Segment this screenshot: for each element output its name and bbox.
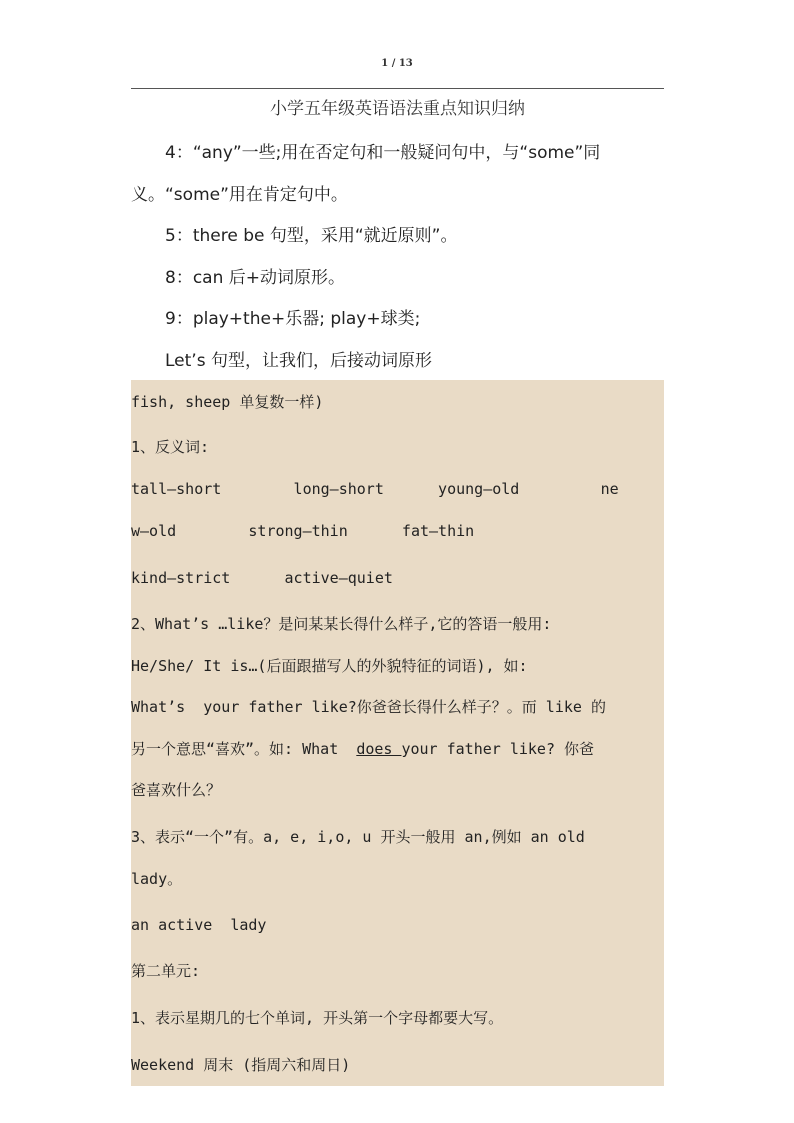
- note-line: an active lady: [131, 916, 267, 934]
- note-line: fish, sheep 单复数一样): [131, 393, 324, 411]
- note-line: [131, 738, 594, 760]
- text-line: 5：there be 句型，采用“就近原则”。: [165, 226, 458, 246]
- page-number: 1 / 13: [381, 58, 413, 69]
- header-rule: [131, 88, 664, 89]
- page-title: 小学五年级英语语法重点知识归纳: [270, 99, 525, 119]
- note-line: What’s your father like?你爸爸长得什么样子？。而 like 的: [131, 698, 606, 716]
- note-line: Weekend 周末 (指周六和周日): [131, 1056, 351, 1074]
- text-line: 4：“any”一些;用在否定句和一般疑问句中，与“some”同: [165, 143, 601, 163]
- note-line: He/She/ It is…(后面跟描写人的外貌特征的词语), 如:: [131, 657, 528, 675]
- note-line: kind—strict active—quiet: [131, 569, 393, 587]
- note-line: 1、表示星期几的七个单词, 开头第一个字母都要大写。: [131, 1009, 504, 1027]
- underlined-word: does: [356, 740, 402, 758]
- text-line: 8：can 后+动词原形。: [165, 268, 346, 288]
- note-line: tall—short long—short young—old ne: [131, 480, 619, 498]
- text-line: 义。“some”用在肯定句中。: [131, 185, 348, 205]
- note-line: 2、What’s …like？是问某某长得什么样子,它的答语一般用:: [131, 615, 552, 633]
- note-line: lady。: [131, 870, 183, 888]
- note-text: 另一个意思“喜欢”。如: What: [131, 740, 357, 758]
- note-line: 1、反义词:: [131, 438, 210, 456]
- note-line: 3、表示“一个”有。a, e, i,o, u 开头一般用 an,例如 an old: [131, 828, 585, 846]
- note-line: 爸喜欢什么？: [131, 781, 222, 799]
- note-line: 第二单元:: [131, 962, 201, 980]
- note-text: your father like? 你爸: [401, 740, 595, 758]
- text-line: 9：play+the+乐器; play+球类;: [165, 309, 421, 329]
- highlighted-notes: [131, 380, 664, 1086]
- note-line: w—old strong—thin fat—thin: [131, 522, 475, 540]
- text-line: Let’s 句型，让我们，后接动词原形: [165, 351, 432, 371]
